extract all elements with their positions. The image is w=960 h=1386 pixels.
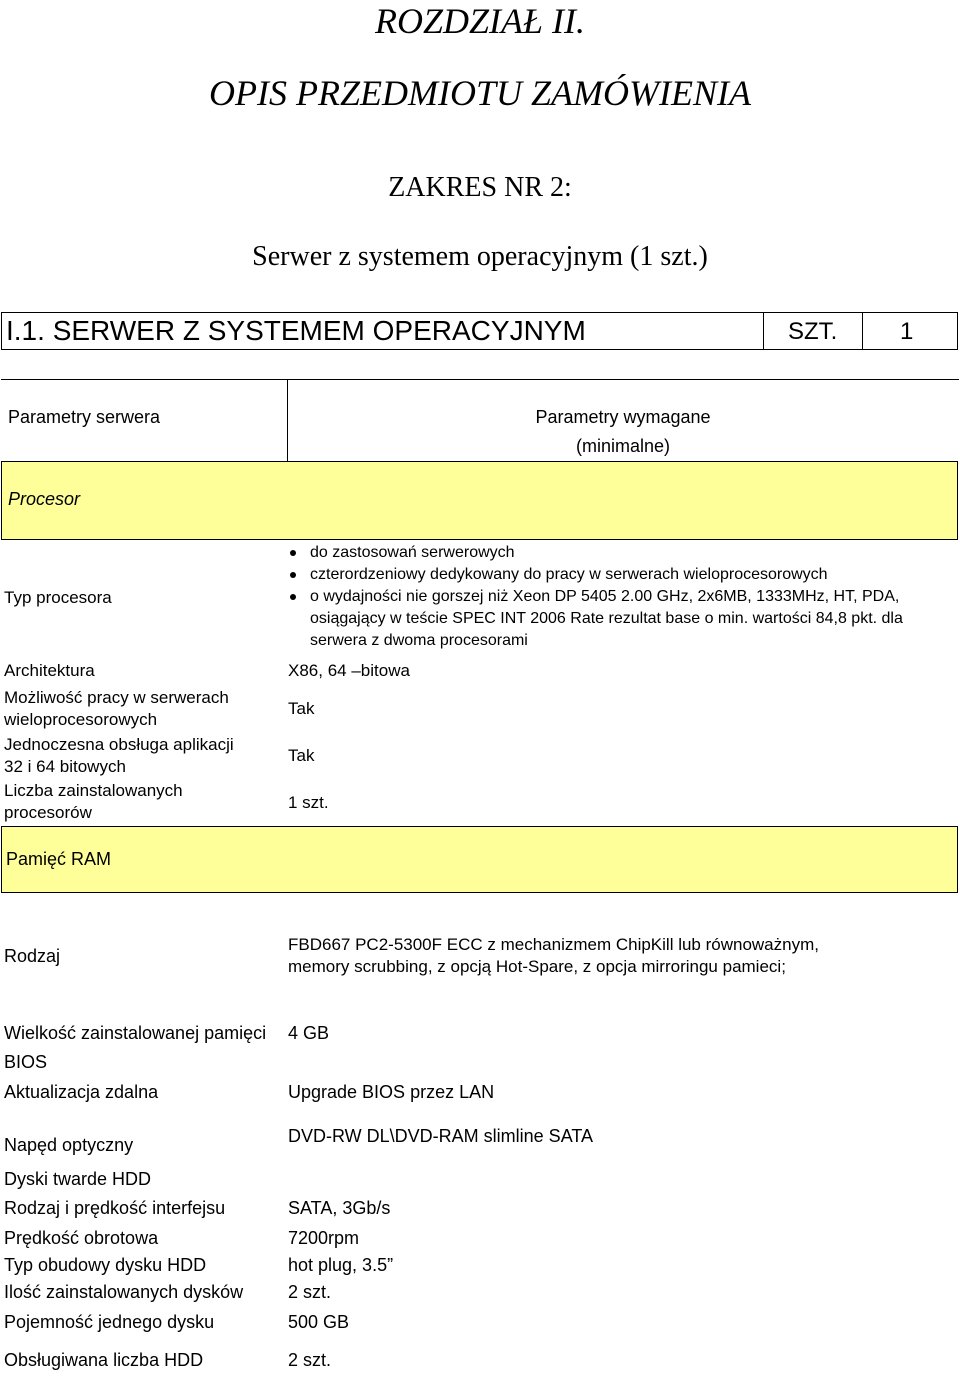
multi-label-2: wieloprocesorowych bbox=[4, 710, 158, 729]
chapter-title: ROZDZIAŁ II. bbox=[374, 1, 585, 41]
arch-value: X86, 64 –bitowa bbox=[288, 661, 410, 680]
optical-section-title: Napęd optyczny bbox=[4, 1135, 134, 1155]
hdd-supported-label: Obsługiwana liczba HDD bbox=[4, 1350, 204, 1370]
cpu-type-bullet: do zastosowań serwerowych bbox=[286, 542, 946, 564]
ram-section-bg bbox=[1, 826, 958, 893]
table-header-right-1: Parametry wymagane bbox=[535, 407, 711, 427]
ram-type-label: Rodzaj bbox=[4, 946, 61, 966]
cpu-type-bullet: czterordzeniowy dedykowany do pracy w serwerach wieloprocesorowych bbox=[286, 564, 946, 586]
processor-section-bg bbox=[1, 461, 958, 540]
hdd-capacity-value: 500 GB bbox=[288, 1312, 350, 1332]
scope-title: ZAKRES NR 2: bbox=[388, 172, 572, 203]
hdd-count-label: Ilość zainstalowanych dysków bbox=[4, 1282, 244, 1302]
optical-value: DVD-RW DL\DVD-RAM slimline SATA bbox=[288, 1126, 594, 1146]
hdd-supported-value: 2 szt. bbox=[288, 1350, 332, 1370]
table-header-right-2: (minimalne) bbox=[575, 436, 671, 456]
hdd-rpm-label: Prędkość obrotowa bbox=[4, 1228, 159, 1248]
ram-type-value-1: FBD667 PC2-5300F ECC z mechanizmem ChipKill lub równoważnym, bbox=[288, 935, 819, 954]
count-value: 1 szt. bbox=[288, 793, 329, 812]
ram-size-label: Wielkość zainstalowanej pamięci bbox=[4, 1023, 267, 1043]
ram-size-value: 4 GB bbox=[288, 1023, 330, 1043]
cpu-type-bullet: o wydajności nie gorszej niż Xeon DP 5405 2.00 GHz, 2x6MB, 1333MHz, HT, PDA, osiągający w teście SPEC INT 2006 Rate rezultat base o min. wartości 84,8 pkt. dla serwera z dwoma procesorami bbox=[286, 586, 946, 652]
arch-label: Architektura bbox=[4, 661, 95, 680]
bios-update-value: Upgrade BIOS przez LAN bbox=[288, 1082, 495, 1102]
count-label-1: Liczba zainstalowanych bbox=[4, 781, 183, 800]
hdd-section-title: Dyski twarde HDD bbox=[4, 1169, 152, 1189]
count-label-2: procesorów bbox=[4, 803, 92, 822]
qty-label: SZT. bbox=[788, 318, 838, 345]
hdd-capacity-label: Pojemność jednego dysku bbox=[4, 1312, 215, 1332]
bios-section-title: BIOS bbox=[4, 1052, 48, 1072]
multi-value: Tak bbox=[288, 699, 315, 718]
subject-title: OPIS PRZEDMIOTU ZAMÓWIENIA bbox=[209, 73, 751, 113]
multi-label-1: Możliwość pracy w serwerach bbox=[4, 688, 229, 707]
hdd-interface-value: SATA, 3Gb/s bbox=[288, 1198, 391, 1218]
table-header-left: Parametry serwera bbox=[8, 407, 161, 427]
hdd-case-value: hot plug, 3.5” bbox=[288, 1255, 394, 1275]
processor-section-title: Procesor bbox=[8, 489, 81, 509]
cpu-type-label: Typ procesora bbox=[4, 588, 112, 607]
qty-value: 1 bbox=[900, 318, 914, 345]
server-name: I.1. SERWER Z SYSTEMEM OPERACYJNYM bbox=[6, 315, 586, 346]
hdd-count-value: 2 szt. bbox=[288, 1282, 332, 1302]
bios-update-label: Aktualizacja zdalna bbox=[4, 1082, 159, 1102]
item-title: Serwer z systemem operacyjnym (1 szt.) bbox=[252, 241, 708, 272]
apps-value: Tak bbox=[288, 746, 315, 765]
ram-type-value-2: memory scrubbing, z opcją Hot-Spare, z opcja mirroringu pamieci; bbox=[288, 957, 786, 976]
cpu-type-list bbox=[286, 542, 946, 652]
hdd-case-label: Typ obudowy dysku HDD bbox=[4, 1255, 207, 1275]
ram-section-title: Pamięć RAM bbox=[6, 849, 112, 869]
hdd-rpm-value: 7200rpm bbox=[288, 1228, 360, 1248]
apps-label-1: Jednoczesna obsługa aplikacji bbox=[4, 735, 234, 754]
hdd-interface-label: Rodzaj i prędkość interfejsu bbox=[4, 1198, 226, 1218]
apps-label-2: 32 i 64 bitowych bbox=[4, 757, 126, 776]
